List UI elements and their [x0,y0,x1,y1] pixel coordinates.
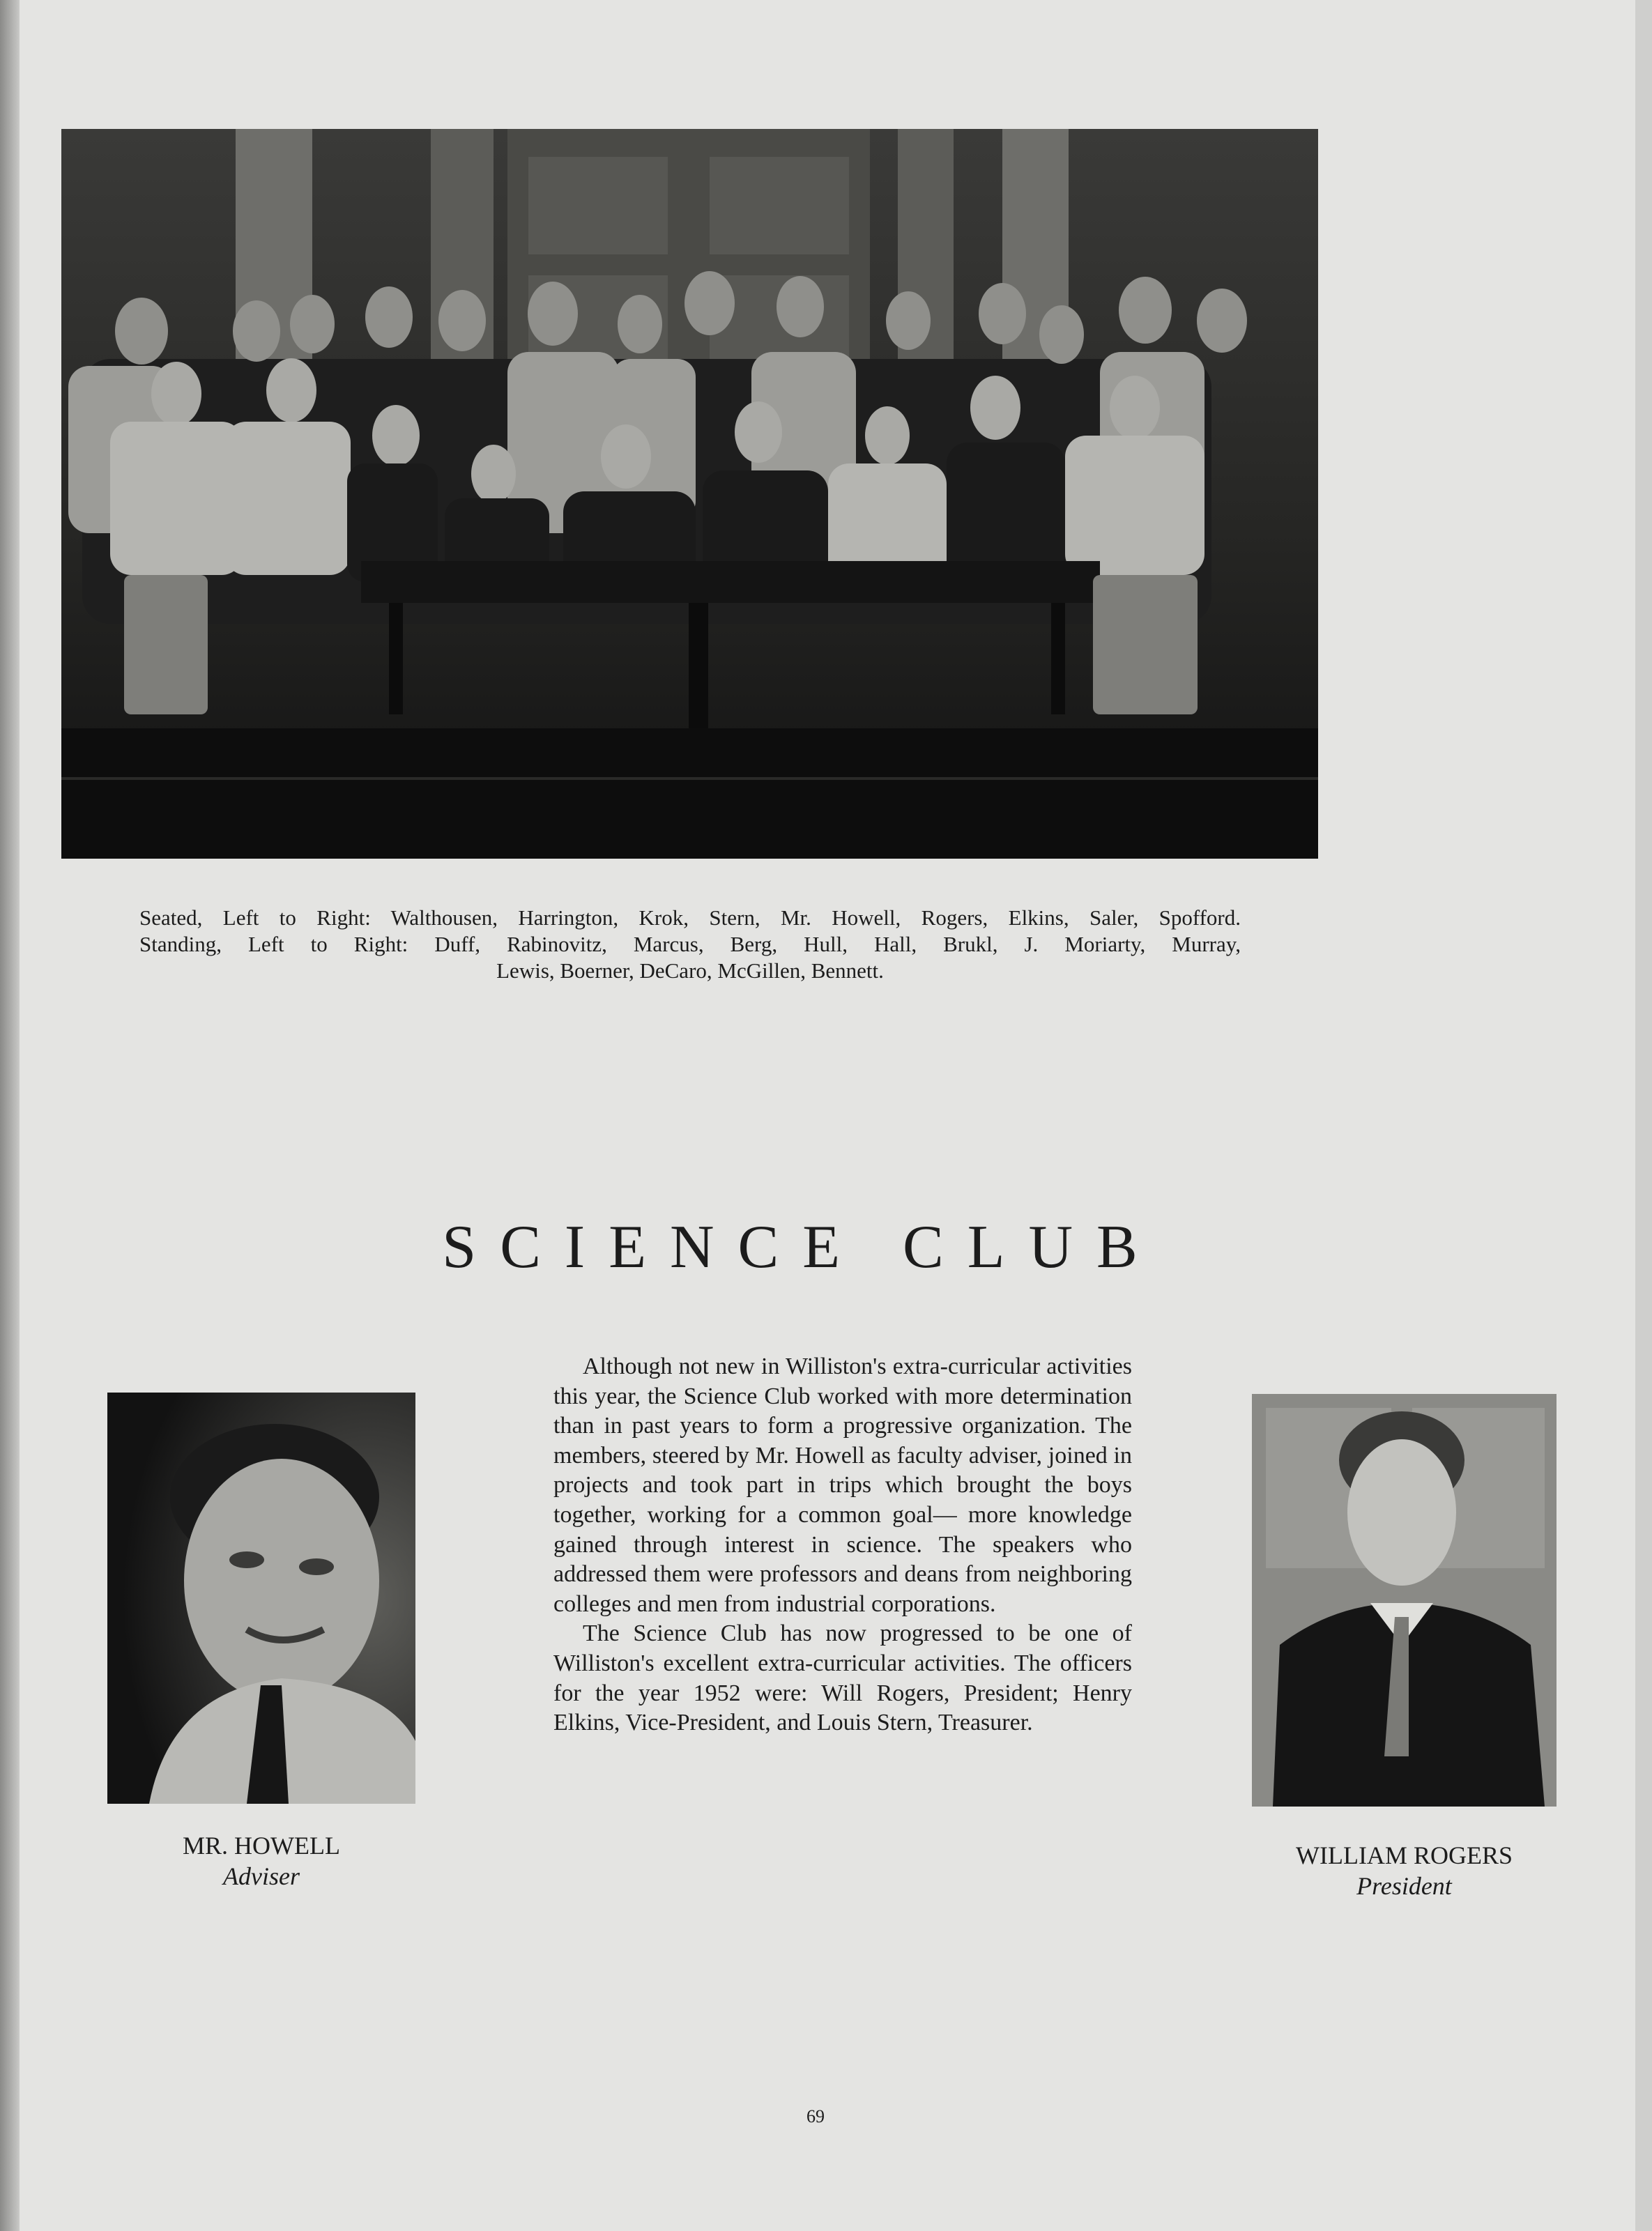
adviser-name-block [107,1830,415,1892]
caption-line-standing-continued: Lewis, Boerner, DeCaro, McGillen, Bennett. [496,958,884,983]
president-name-block [1252,1840,1557,1901]
body-paragraph-2: The Science Club has now progressed to be one of Williston's excellent extra-curricular activities. The officers for the year 1952 were: Will Rogers, President; Henry Elkins, Vice-President, and Louis Stern, Treasurer. [553,1620,1132,1736]
president-role: President [1356,1872,1452,1900]
page-number: 69 [806,2106,825,2126]
body-paragraph-1: Although not new in Williston's extra-curricular activities this year, the Science Club worked with more determination than in past years to form a progressive organization. The members, steered by Mr. Howell as faculty adviser, joined in projects and took part in trips which brought the boys together, working for a common goal— more knowledge gained through interest in science. The speakers who addressed them were professors and deans from neighboring colleges and men from industrial corporations. [553,1354,1132,1617]
caption-line-seated: Seated, Left to Right: Walthousen, Harrington, Krok, Stern, Mr. Howell, Rogers, Elkins, Saler, Spofford. [139,905,1241,930]
article-body [553,1352,1132,1738]
caption-line-standing: Standing, Left to Right: Duff, Rabinovitz, Marcus, Berg, Hull, Hall, Brukl, J. Moriarty, Murray, [139,932,1241,956]
adviser-name: MR. HOWELL [183,1832,340,1860]
president-portrait [1252,1394,1557,1807]
binding-edge [0,0,20,2231]
group-photo-caption [139,905,1241,984]
group-photo [61,129,1318,859]
adviser-portrait [107,1393,415,1804]
page-title: SCIENCE CLUB [442,1213,1161,1281]
president-name: WILLIAM ROGERS [1296,1841,1513,1869]
adviser-role: Adviser [223,1862,300,1890]
